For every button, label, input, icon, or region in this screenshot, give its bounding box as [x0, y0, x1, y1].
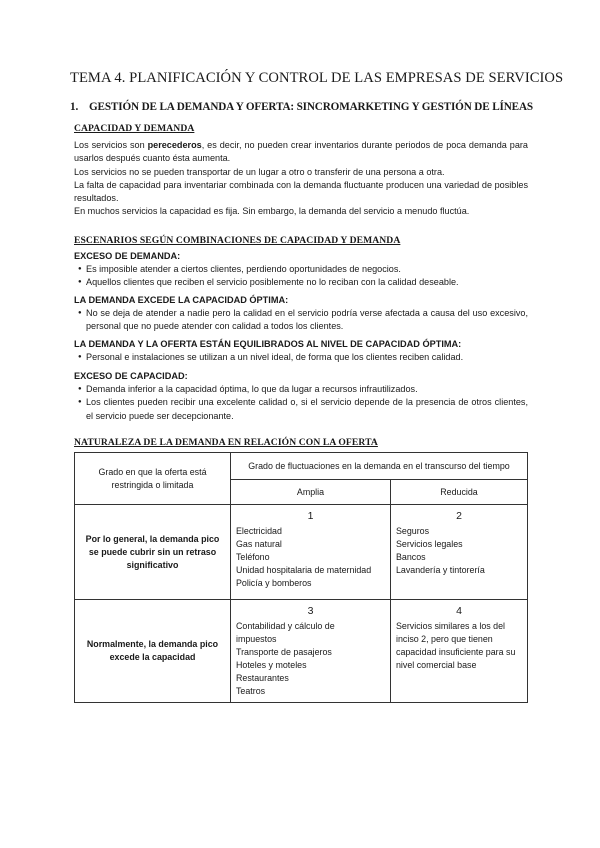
- paragraph-transporte: Los servicios no se pueden transportar de un lugar a otro o transferir de una persona a otra.: [74, 166, 445, 177]
- row-label-sin-retraso: Por lo general, la demanda pico se puede cubrir sin un retraso significativo: [75, 505, 231, 600]
- demand-supply-table: [74, 452, 528, 703]
- heading-naturaleza: NATURALEZA DE LA DEMANDA EN RELACIÓN CON LA OFERTA: [74, 437, 378, 448]
- section-title: GESTIÓN DE LA DEMANDA Y OFERTA: SINCROMARKETING Y GESTIÓN DE LÍNEAS: [89, 101, 533, 113]
- list-item: ● Personal e instalaciones se utilizan a un nivel ideal, de forma que los clientes reciben calidad.: [74, 351, 528, 364]
- table-cell-4: [391, 600, 528, 703]
- list-demanda-excede: [74, 307, 528, 334]
- list-exceso-demanda: [74, 263, 528, 290]
- cell-line: Electricidad: [236, 526, 282, 536]
- list-item: ● No se deja de atender a nadie pero la calidad en el servicio podría verse afectada a causa del uso excesivo, personal que no puede atender con calidad a todos los clientes.: [74, 307, 528, 334]
- cell-line: Transporte de pasajeros: [236, 647, 332, 657]
- cell-line: capacidad insuficiente para su: [396, 647, 516, 657]
- table-corner-header: Grado en que la oferta está restringida o limitada: [75, 453, 231, 505]
- cell-number: 2: [456, 510, 462, 522]
- column-header-amplia: Amplia: [231, 480, 391, 505]
- cell-line: inciso 2, pero que tienen: [396, 634, 493, 644]
- cell-line: Servicios legales: [396, 539, 463, 549]
- cell-line: Restaurantes: [236, 673, 289, 683]
- heading-escenarios: ESCENARIOS SEGÚN COMBINACIONES DE CAPACIDAD Y DEMANDA: [74, 235, 401, 246]
- heading-capacidad-demanda: CAPACIDAD Y DEMANDA: [74, 123, 195, 134]
- cell-line: nivel comercial base: [396, 660, 477, 670]
- paragraph-capacidad-fija: En muchos servicios la capacidad es fija. Sin embargo, la demanda del servicio a menudo fluctúa.: [74, 206, 470, 217]
- paragraph-text: , es decir, no pueden crear inventarios durante periodos de poca demanda para usarlos después cuanto ésta aumenta.: [74, 140, 528, 164]
- cell-line: impuestos: [236, 634, 277, 644]
- subheading-exceso-demanda: EXCESO DE DEMANDA:: [74, 251, 181, 261]
- list-item: ● Demanda inferior a la capacidad óptima, lo que da lugar a recursos infrautilizados.: [74, 383, 528, 396]
- cell-line: Hoteles y moteles: [236, 660, 307, 670]
- cell-line: Teatros: [236, 686, 266, 696]
- subheading-demanda-excede: LA DEMANDA EXCEDE LA CAPACIDAD ÓPTIMA:: [74, 295, 289, 305]
- paragraph-falta-capacidad: La falta de capacidad para inventariar combinada con la demanda fluctuante producen una variedad de posibles resultados.: [74, 179, 528, 204]
- table-cell-1: [231, 505, 391, 600]
- cell-line: Policía y bomberos: [236, 578, 312, 588]
- list-item: ● Es imposible atender a ciertos clientes, perdiendo oportunidades de negocios.: [74, 263, 528, 276]
- cell-line: Gas natural: [236, 539, 282, 549]
- bold-term: perecederos: [147, 140, 202, 150]
- table-cell-2: [391, 505, 528, 600]
- table-cell-3: [231, 600, 391, 703]
- list-exceso-capacidad: [74, 383, 528, 423]
- cell-number: 1: [307, 510, 314, 522]
- cell-number: 4: [456, 605, 462, 617]
- section-number: 1.: [70, 101, 79, 113]
- list-item: ● Aquellos clientes que reciben el servicio posiblemente no lo reciban con la calidad deseable.: [74, 276, 528, 289]
- paragraph-text: Los servicios son: [74, 140, 148, 150]
- list-item: ● Los clientes pueden recibir una excelente calidad o, si el servicio depende de la presencia de otros clientes, el servicio puede ser decepcionante.: [74, 396, 528, 423]
- cell-line: Bancos: [396, 552, 426, 562]
- list-equilibrados: [74, 351, 528, 364]
- cell-line: Seguros: [396, 526, 430, 536]
- section-heading-1: [70, 101, 550, 113]
- cell-line: Servicios similares a los del: [396, 621, 506, 631]
- document-title: TEMA 4. PLANIFICACIÓN Y CONTROL DE LAS EMPRESAS DE SERVICIOS: [70, 70, 564, 86]
- cell-line: Unidad hospitalaria de maternidad: [236, 565, 372, 575]
- subheading-equilibrados: LA DEMANDA Y LA OFERTA ESTÁN EQUILIBRADOS AL NIVEL DE CAPACIDAD ÓPTIMA:: [74, 339, 462, 349]
- table-top-header: Grado de fluctuaciones en la demanda en el transcurso del tiempo: [231, 453, 528, 480]
- cell-line: Lavandería y tintorería: [396, 565, 485, 575]
- cell-line: Contabilidad y cálculo de: [236, 621, 335, 631]
- capacidad-paragraphs: [74, 139, 528, 219]
- row-label-excede-capacidad: Normalmente, la demanda pico excede la capacidad: [75, 600, 231, 703]
- cell-line: Teléfono: [236, 552, 270, 562]
- paragraph-perecederos: [74, 139, 528, 166]
- cell-number: 3: [307, 605, 314, 617]
- column-header-reducida: Reducida: [391, 480, 528, 505]
- subheading-exceso-capacidad: EXCESO DE CAPACIDAD:: [74, 371, 188, 381]
